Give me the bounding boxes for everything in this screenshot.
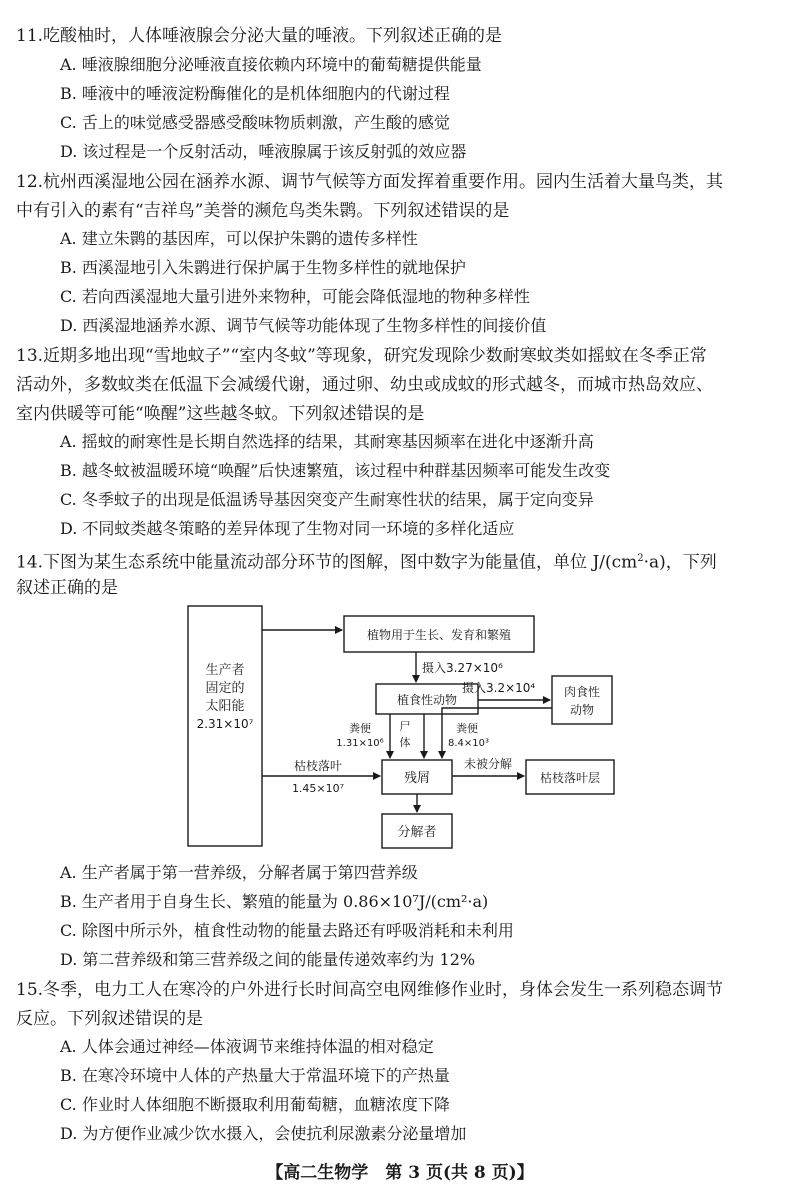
- q13-option-d: D. 不同蚊类越冬策略的差异体现了生物对同一环境的多样化适应: [60, 519, 515, 538]
- q15-option-c: C. 作业时人体细胞不断摄取利用葡萄糖，血糖浓度下降: [60, 1095, 450, 1114]
- q14-option-d: D. 第二营养级和第三营养级之间的能量传递效率约为 12%: [60, 950, 476, 969]
- q13-stem-line1: 13.近期多地出现“雪地蚊子”“室内冬蚊”等现象，研究发现除少数耐寒蚊类如摇蚊在冬季正常: [16, 346, 707, 366]
- q12-option-a: A. 建立朱鹮的基因库，可以保护朱鹮的遗传多样性: [60, 229, 418, 248]
- page-footer: 【高二生物学 第 3 页(共 8 页)】: [266, 1163, 534, 1183]
- q13-option-a: A. 摇蚊的耐寒性是长期自然选择的结果，其耐寒基因频率在进化中逐渐升高: [60, 432, 594, 451]
- producer-value: 2.31×10⁷: [196, 717, 254, 731]
- q11-option-b: B. 唾液中的唾液淀粉酶催化的是机体细胞内的代谢过程: [60, 84, 450, 103]
- q15-stem-line2: 反应。下列叙述错误的是: [16, 1009, 203, 1029]
- feces2-label: 粪便: [456, 722, 478, 735]
- q11-option-a: A. 唾液腺细胞分泌唾液直接依赖内环境中的葡萄糖提供能量: [60, 55, 482, 74]
- q11-stem: 11.吃酸柚时，人体唾液腺会分泌大量的唾液。下列叙述正确的是: [16, 26, 503, 46]
- q11-option-c: C. 舌上的味觉感受器感受酸味物质刺激，产生酸的感觉: [60, 113, 450, 132]
- herbivore-label: 植食性动物: [396, 693, 458, 707]
- feces2-value: 8.4×10³: [448, 738, 490, 749]
- q14-option-b: B. 生产者用于自身生长、繁殖的能量为 0.86×10⁷J/(cm²·a): [60, 892, 489, 911]
- q14-stem-pre: 14.下图为某生态系统中能量流动部分环节的图解，图中数字为能量值，单位 J/(cm: [16, 552, 638, 573]
- producer-line1: 生产者: [205, 663, 245, 678]
- feces1-value: 1.31×10⁶: [336, 738, 384, 749]
- q13-option-b: B. 越冬蚊被温暖环境“唤醒”后快速繁殖，该过程中种群基因频率可能发生改变: [60, 461, 611, 480]
- energy-flow-diagram: [186, 604, 616, 850]
- q12-stem-line2: 中有引入的素有“吉祥鸟”美誉的濒危鸟类朱鹮。下列叙述错误的是: [16, 201, 510, 221]
- producer-line2: 固定的: [205, 681, 245, 696]
- corpse-line1: 尸: [399, 720, 411, 733]
- q15-option-b: B. 在寒冷环境中人体的产热量大于常温环境下的产热量: [60, 1066, 450, 1085]
- plant-growth-label: 植物用于生长、发育和繁殖: [366, 628, 512, 642]
- q12-option-d: D. 西溪湿地涵养水源、调节气候等功能体现了生物多样性的间接价值: [60, 316, 547, 335]
- carnivore-line1: 肉食性: [563, 685, 601, 699]
- q15-option-a: A. 人体会通过神经—体液调节来维持体温的相对稳定: [60, 1037, 434, 1056]
- detritus-label: 残屑: [403, 771, 431, 786]
- q14-stem-line2: 叙述正确的是: [16, 578, 118, 598]
- q13-stem-line3: 室内供暖等可能“唤醒”这些越冬蚊。下列叙述错误的是: [16, 404, 425, 424]
- corpse-line2: 体: [399, 736, 411, 749]
- q12-stem-line1: 12.杭州西溪湿地公园在涵养水源、调节气候等方面发挥着重要作用。园内生活着大量鸟类，其: [16, 172, 724, 192]
- q14-stem-post: ·a)，下列: [643, 552, 717, 573]
- q12-option-c: C. 若向西溪湿地大量引进外来物种，可能会降低湿地的物种多样性: [60, 287, 530, 306]
- intake2-label: 摄入3.2×10⁴: [462, 681, 536, 695]
- q15-stem-line1: 15.冬季，电力工人在寒冷的户外进行长时间高空电网维修作业时，身体会发生一系列稳态调节: [16, 980, 724, 1000]
- intake1-label: 摄入3.27×10⁶: [422, 661, 503, 675]
- q13-stem-line2: 活动外，多数蚊类在低温下会减缓代谢，通过卵、幼虫或成蚊的形式越冬，而城市热岛效应、: [16, 375, 713, 395]
- litter-layer-label: 枯枝落叶层: [539, 771, 601, 785]
- q14-option-a: A. 生产者属于第一营养级，分解者属于第四营养级: [60, 863, 418, 882]
- litter-label: 枯枝落叶: [293, 759, 343, 773]
- q12-option-b: B. 西溪湿地引入朱鹮进行保护属于生物多样性的就地保护: [60, 258, 466, 277]
- q14-option-c: C. 除图中所示外，植食性动物的能量去路还有呼吸消耗和未利用: [60, 921, 514, 940]
- decomposer-label: 分解者: [397, 825, 437, 840]
- q14-stem-sup: 2: [637, 553, 644, 564]
- undecomposed-label: 未被分解: [463, 757, 513, 771]
- carnivore-line2: 动物: [569, 703, 595, 717]
- q15-option-d: D. 为方便作业减少饮水摄入，会使抗利尿激素分泌量增加: [60, 1124, 467, 1143]
- q13-option-c: C. 冬季蚊子的出现是低温诱导基因突变产生耐寒性状的结果，属于定向变异: [60, 490, 594, 509]
- litter-value: 1.45×10⁷: [291, 782, 345, 795]
- q11-option-d: D. 该过程是一个反射活动，唾液腺属于该反射弧的效应器: [60, 142, 467, 161]
- producer-line3: 太阳能: [205, 699, 245, 714]
- q14-stem-line1: [16, 545, 717, 577]
- feces1-label: 粪便: [349, 722, 371, 735]
